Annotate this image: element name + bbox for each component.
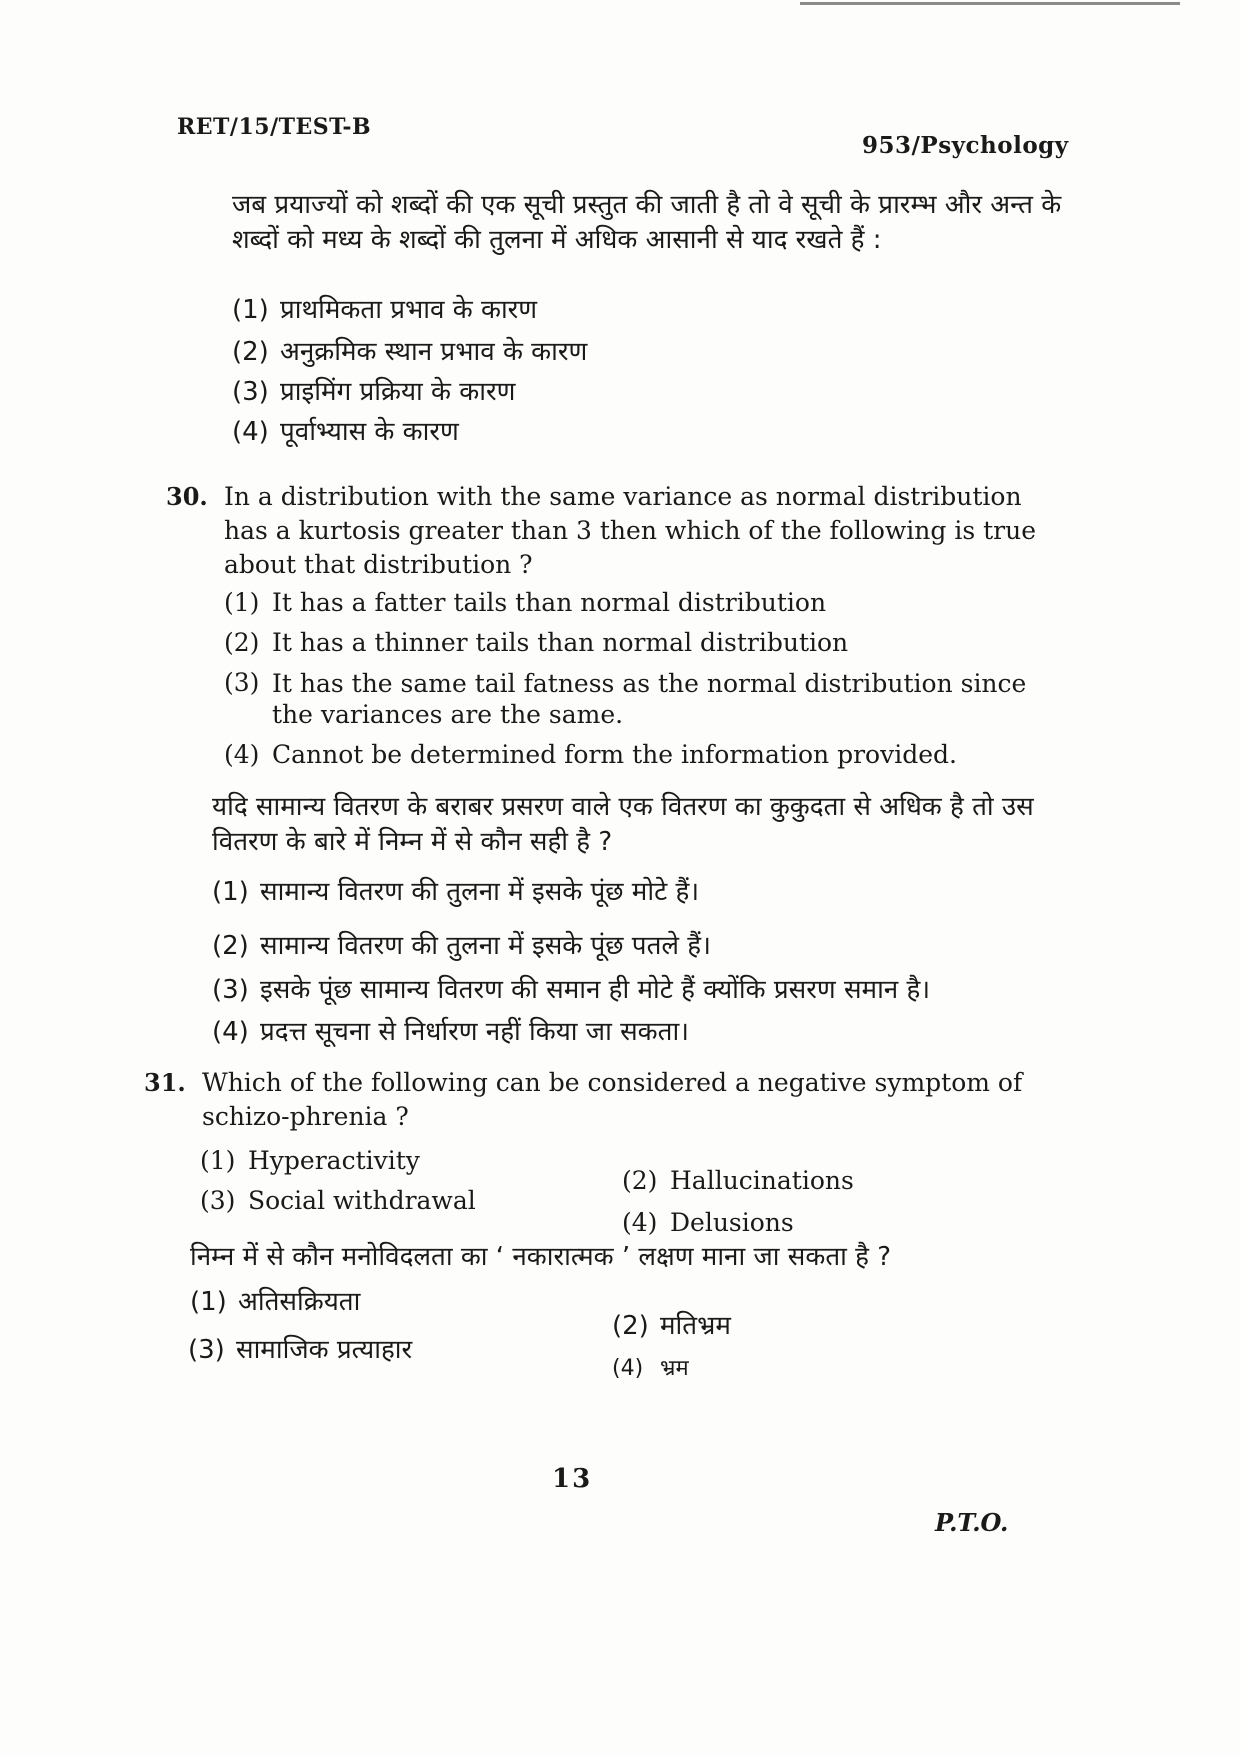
q30-option-hi-4	[212, 1012, 689, 1048]
option-number: (2)	[224, 628, 260, 657]
q30-option-hi-3	[212, 970, 930, 1006]
option-text: सामाजिक प्रत्याहार	[236, 1335, 413, 1365]
option-text: मतिभ्रम	[660, 1311, 731, 1341]
question-number-30: 30.	[166, 482, 208, 511]
option-number: (2)	[212, 931, 249, 961]
q30-option-hi-2	[212, 926, 711, 962]
option-number: (4)	[232, 417, 269, 447]
test-code: RET/15/TEST-B	[177, 114, 372, 140]
q29-hindi-option-1	[232, 290, 537, 326]
q31-stem-hi: निम्न में से कौन मनोविदलता का ‘ नकारात्मक ’ लक्षण माना जा सकता है ?	[190, 1242, 892, 1272]
option-text: सामान्य वितरण की तुलना में इसके पूंछ मोटे हैं।	[260, 877, 700, 907]
option-number: (2)	[622, 1166, 658, 1195]
option-text: Social withdrawal	[248, 1186, 476, 1215]
q31-option-hi-2	[612, 1306, 731, 1342]
option-text: इसके पूंछ सामान्य वितरण की समान ही मोटे हैं क्योंकि प्रसरण समान है।	[260, 975, 931, 1005]
q31-option-hi-4	[612, 1352, 689, 1382]
q30-option-hi-1	[212, 872, 699, 908]
q29-hindi-option-4	[232, 412, 459, 448]
please-turn-over: P.T.O.	[935, 1508, 1009, 1537]
q30-option-en-1	[224, 588, 826, 617]
option-text: It has the same tail fatness as the normal distribution since the variances are the same.	[272, 669, 1027, 730]
top-rule	[800, 2, 1180, 5]
option-text: Hyperactivity	[248, 1146, 420, 1175]
option-text: Delusions	[670, 1208, 794, 1237]
q30-option-en-2	[224, 628, 848, 657]
option-text: पूर्वाभ्यास के कारण	[280, 417, 459, 447]
option-number: (1)	[224, 588, 260, 617]
q30-option-en-3	[224, 668, 1064, 731]
q31-option-en-1	[200, 1146, 420, 1175]
option-text: प्राइमिंग प्रक्रिया के कारण	[280, 377, 516, 407]
q31-option-hi-3	[188, 1330, 412, 1366]
q31-option-en-3	[200, 1186, 476, 1215]
page-number: 13	[552, 1464, 593, 1494]
option-text: प्राथमिकता प्रभाव के कारण	[280, 295, 538, 325]
option-text: Cannot be determined form the information provided.	[272, 740, 957, 769]
option-number: (1)	[200, 1146, 236, 1175]
q31-option-hi-1	[190, 1282, 360, 1318]
q31-stem-en: Which of the following can be considered a negative symptom of schizo-phrenia ?	[202, 1068, 1023, 1131]
option-text: भ्रम	[660, 1356, 689, 1381]
option-text: सामान्य वितरण की तुलना में इसके पूंछ पतले हैं।	[260, 931, 711, 961]
q29-hindi-stem: जब प्रयाज्यों को शब्दों की एक सूची प्रस्तुत की जाती है तो वे सूची के प्रारम्भ और अन्त के शब्दों को मध्य के शब्दों की तुलना में अधिक आसानी से याद रखते हैं :	[232, 190, 1062, 256]
question-number-31: 31.	[144, 1068, 186, 1097]
option-number: (4)	[612, 1356, 644, 1381]
q31-option-en-2	[622, 1166, 854, 1195]
q29-hindi-option-3	[232, 372, 515, 408]
option-text: It has a thinner tails than normal distribution	[272, 628, 849, 657]
option-number: (2)	[612, 1311, 649, 1341]
option-number: (3)	[232, 377, 269, 407]
q30-stem-hi: यदि सामान्य वितरण के बराबर प्रसरण वाले एक वितरण का कुकुदता से अधिक है तो उस वितरण के बारे में निम्न में से कौन सही है ?	[212, 792, 1034, 858]
option-number: (2)	[232, 337, 269, 367]
option-number: (3)	[212, 975, 249, 1005]
option-number: (1)	[212, 877, 249, 907]
option-text: प्रदत्त सूचना से निर्धारण नहीं किया जा सकता।	[260, 1017, 690, 1047]
q30-stem-en: In a distribution with the same variance as normal distribution has a kurtosis greater than 3 then which of the following is true about that distribution ?	[224, 482, 1037, 579]
option-text: Hallucinations	[670, 1166, 854, 1195]
option-text: अनुक्रमिक स्थान प्रभाव के कारण	[280, 337, 588, 367]
subject-code: 953/Psychology	[862, 132, 1069, 159]
option-number: (1)	[232, 295, 269, 325]
option-text: It has a fatter tails than normal distribution	[272, 588, 827, 617]
q30-option-en-4	[224, 740, 957, 769]
option-number: (3)	[188, 1335, 225, 1365]
q31-option-en-4	[622, 1208, 794, 1237]
option-number: (1)	[190, 1287, 227, 1317]
option-number: (4)	[212, 1017, 249, 1047]
option-number: (4)	[224, 740, 260, 769]
option-number: (3)	[200, 1186, 236, 1215]
option-number: (4)	[622, 1208, 658, 1237]
option-text: अतिसक्रियता	[238, 1287, 361, 1317]
option-number: (3)	[224, 668, 260, 697]
q29-hindi-option-2	[232, 332, 587, 368]
